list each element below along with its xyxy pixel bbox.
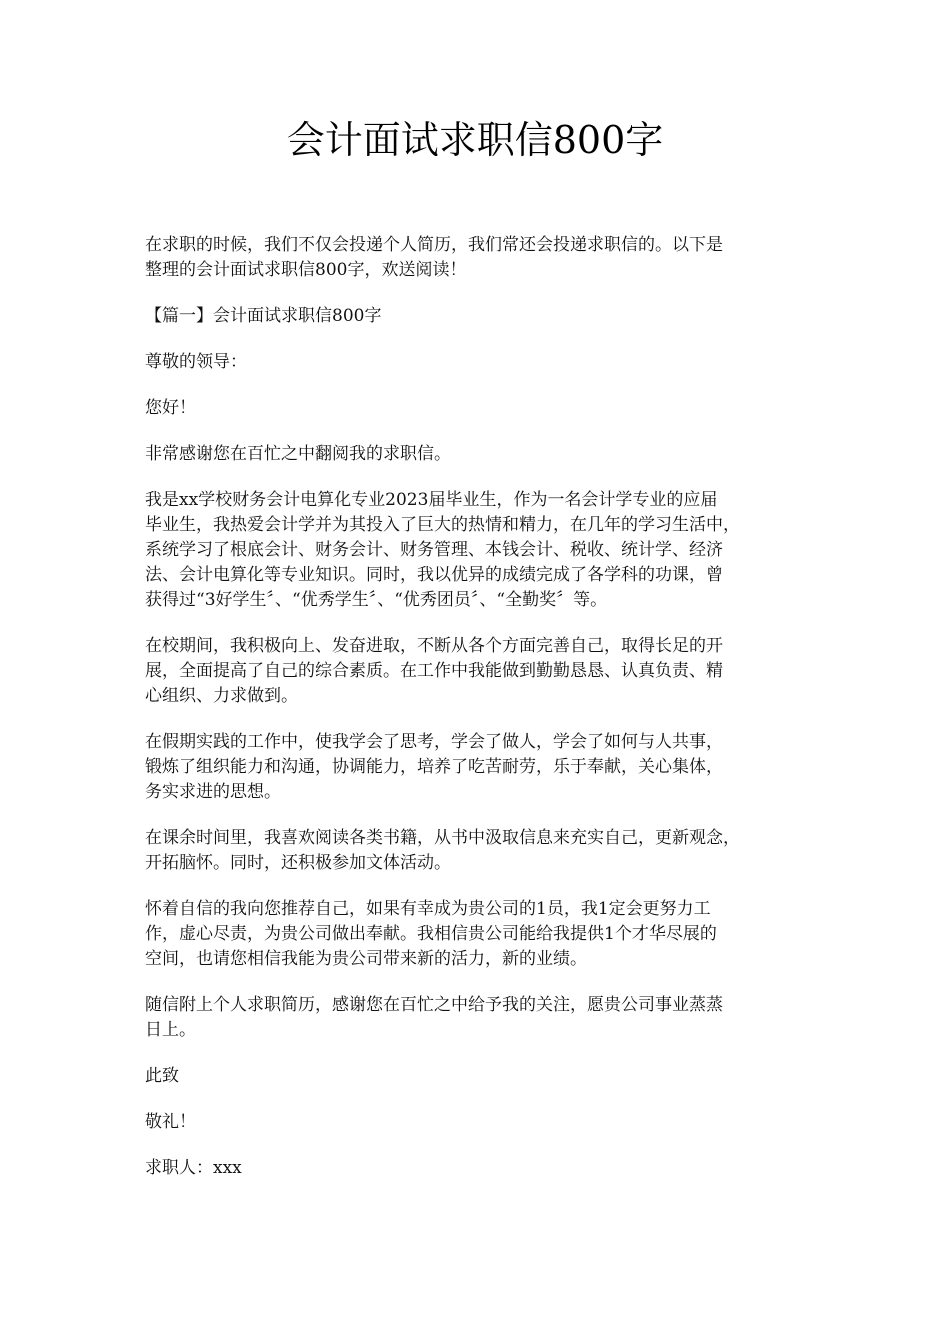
section-heading: 【篇一】会计面试求职信800字 [145, 306, 382, 326]
body-paragraph: 在假期实践的工作中，使我学会了思考，学会了做人，学会了如何与人共事， 锻炼了组织能力和沟通，协调能力，培养了吃苦耐劳，乐于奉献，关心集体， 务实求进的思想。 [145, 732, 723, 802]
intro-paragraph: 在求职的时候，我们不仅会投递个人简历，我们常还会投递求职信的。以下是 整理的会计面试求职信800字，欢送阅读！ [145, 235, 723, 280]
body-paragraph: 随信附上个人求职简历，感谢您在百忙之中给予我的关注，愿贵公司事业蒸蒸 日上。 [145, 995, 723, 1040]
body-paragraph: 怀着自信的我向您推荐自己，如果有幸成为贵公司的1员，我1定会更努力工 作，虚心尽责，为贵公司做出奉献。我相信贵公司能给我提供1个才华尽展的 空间，也请您相信我能为贵公司带来新的活力，新的业绩。 [145, 899, 717, 969]
document-body [145, 233, 813, 1202]
signature-line: 求职人：xxx [145, 1158, 242, 1178]
body-paragraph: 我是xx学校财务会计电算化专业2023届毕业生，作为一名会计学专业的应届 毕业生，我热爱会计学并为其投入了巨大的热情和精力，在几年的学习生活中， 系统学习了根底会计、财务会计、财务管理、本钱会计、税收、统计学、经济 法、会计电算化等专业知识。同时，我以优异的成绩完成了各学科的功课，曾 获得过“3好学生〞、“优秀学生〞、“优秀团员〞、“全勤奖〞等。 [145, 490, 740, 610]
body-paragraph: 非常感谢您在百忙之中翻阅我的求职信。 [145, 444, 451, 464]
salutation: 尊敬的领导： [145, 352, 247, 372]
closing-line: 此致 [145, 1066, 179, 1086]
greeting: 您好！ [145, 398, 196, 418]
page-title: 会计面试求职信800字 [286, 118, 664, 162]
body-paragraph: 在课余时间里，我喜欢阅读各类书籍，从书中汲取信息来充实自己，更新观念， 开拓脑怀。同时，还积极参加文体活动。 [145, 828, 740, 873]
body-paragraph: 在校期间，我积极向上、发奋进取，不断从各个方面完善自己，取得长足的开 展，全面提高了自己的综合素质。在工作中我能做到勤勤恳恳、认真负责、精 心组织、力求做到。 [145, 636, 723, 706]
closing-regards: 敬礼！ [145, 1112, 196, 1132]
